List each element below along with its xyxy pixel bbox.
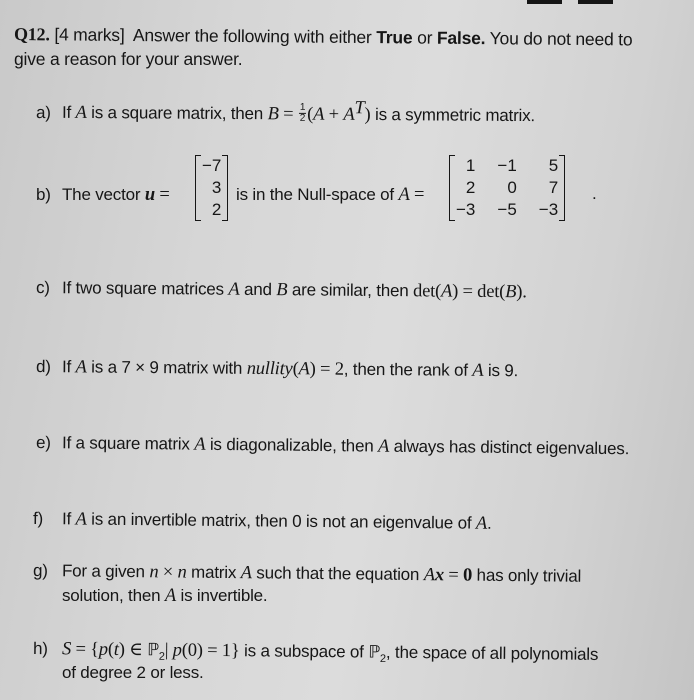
vector-u: −7 3 2 (198, 155, 225, 221)
item-e: e) If a square matrix A is diagonalizable, then A always has distinct eigenvalues. (35, 433, 630, 459)
item-label: c) (35, 278, 50, 298)
item-b-text2: is in the Null-space of A = (236, 185, 425, 205)
item-h-line2: of degree 2 or less. (62, 663, 204, 682)
question-marks: [4 marks] (54, 24, 125, 45)
item-h: h) S = {p(t) ∈ ℙ$_2$| p(0) = 1} is a subspace of ℙ$_2$, the space of all polynomials (32, 639, 599, 666)
item-d: d) If A is a 7 × 9 matrix with nullity(A) = 2, then the rank of A is 9. (35, 357, 519, 381)
item-label: d) (35, 357, 51, 377)
item-label: b) (36, 185, 51, 204)
matrix-A: 1 −1 5 2 0 7 −3 −5 −3 (452, 155, 562, 221)
top-edge-mark (578, 0, 613, 4)
bracket-right (559, 155, 565, 221)
bracket-left (449, 155, 455, 221)
fraction-one-half: $\frac{1}{2}$ (299, 101, 306, 124)
item-b-period: . (592, 184, 597, 203)
item-label: e) (35, 433, 51, 453)
true-word: True (376, 27, 413, 48)
question-number: Q12. (13, 24, 50, 45)
item-label: g) (32, 561, 48, 581)
false-word: False. (436, 27, 486, 49)
item-c: c) If two square matrices A and B are similar, then det(A) = det(B). (35, 278, 527, 303)
bracket-right (222, 155, 228, 221)
bracket-left (195, 155, 201, 221)
item-g-line2: solution, then A is invertible. (62, 586, 268, 606)
item-b-text1: b) The vector u = (36, 185, 170, 205)
top-edge-mark (527, 0, 562, 4)
item-g: g) For a given n × n matrix A such that the equation Ax = 0 has only trivial (32, 561, 582, 586)
question-header: Q12. [4 marks] Answer the following with either True or False. You do not need to (13, 24, 633, 50)
item-f: f) If A is an invertible matrix, then 0 is not an eigenvalue of A. (32, 509, 492, 534)
item-label: a) (35, 102, 51, 122)
question-header-line2: give a reason for your answer. (14, 49, 243, 69)
item-label: f) (32, 509, 44, 529)
item-label: h) (32, 639, 48, 659)
item-a: a) If A is a square matrix, then B = $\frac{1}{2}$ $(A + A^T)$ is a symmetric matrix. (35, 98, 536, 126)
